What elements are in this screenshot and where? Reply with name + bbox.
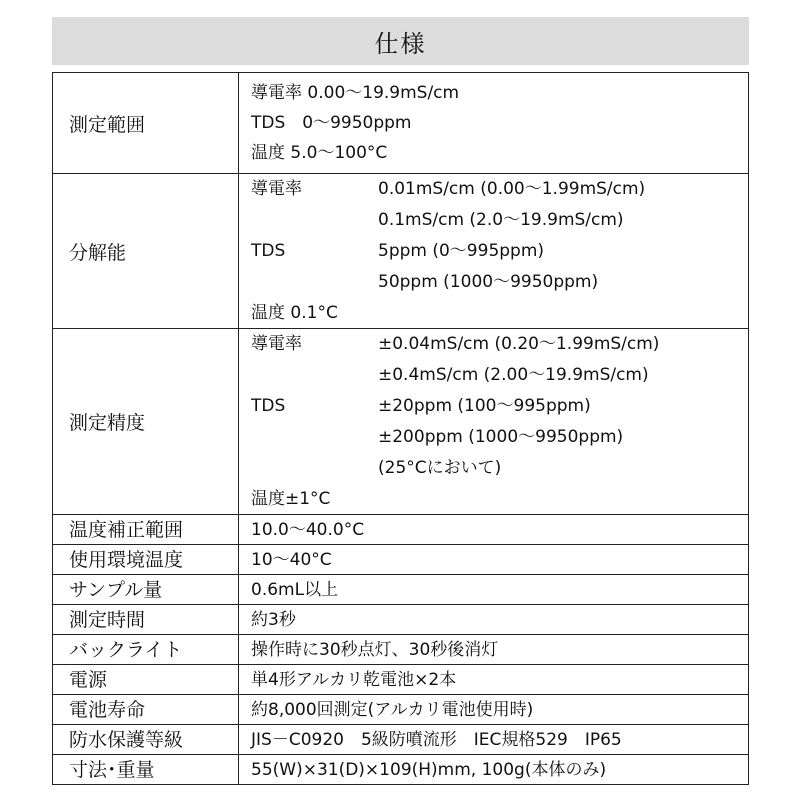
row-label: 測定時間: [53, 605, 239, 635]
row-value: JIS－C0920 5級防噴流形 IEC規格529 IP65: [239, 725, 749, 755]
accuracy-temperature: 温度±1°C: [251, 489, 331, 509]
row-value: 0.6mL以上: [239, 575, 749, 605]
row-power: [53, 665, 749, 695]
spacer: [251, 360, 378, 391]
row-label: 温度補正範囲: [53, 515, 239, 545]
page-title: 仕様: [52, 17, 749, 65]
row-value: [239, 73, 749, 174]
row-value: 約3秒: [239, 605, 749, 635]
row-sample-volume: [53, 575, 749, 605]
row-accuracy: [53, 329, 749, 515]
accuracy-tds-key: TDS: [251, 396, 286, 416]
row-value: 単4形アルカリ乾電池×2本: [239, 665, 749, 695]
row-label: 分解能: [53, 174, 239, 329]
row-value: 10.0～40.0°C: [239, 515, 749, 545]
accuracy-tds-note: (25°Cにおいて): [378, 458, 502, 478]
row-label: バックライト: [53, 635, 239, 665]
accuracy-cond-key: 導電率: [251, 334, 302, 354]
resolution-grid: [251, 174, 748, 298]
row-label: 電源: [53, 665, 239, 695]
row-temp-compensation: [53, 515, 749, 545]
row-value: 55(W)×31(D)×109(H)mm, 100g(本体のみ): [239, 755, 749, 785]
resolution-tds-key: TDS: [251, 241, 286, 261]
row-value: [239, 174, 749, 329]
row-label: 防水保護等級: [53, 725, 239, 755]
accuracy-cond-value: ±0.4mS/cm (2.00～19.9mS/cm): [378, 365, 649, 385]
range-conductivity: 導電率 0.00～19.9mS/cm: [251, 83, 460, 103]
resolution-cond-value: 0.01mS/cm (0.00～1.99mS/cm): [378, 179, 646, 199]
row-backlight: [53, 635, 749, 665]
spec-table: [52, 72, 749, 785]
range-temperature: 温度 5.0～100°C: [251, 143, 388, 163]
range-tds: TDS 0～9950ppm: [251, 113, 412, 133]
row-label: 寸法･重量: [53, 755, 239, 785]
accuracy-tds-value: ±20ppm (100～995ppm): [378, 396, 591, 416]
row-battery-life: [53, 695, 749, 725]
resolution-cond-value: 0.1mS/cm (2.0～19.9mS/cm): [378, 210, 624, 230]
row-label: 電池寿命: [53, 695, 239, 725]
accuracy-cond-value: ±0.04mS/cm (0.20～1.99mS/cm): [378, 334, 660, 354]
row-label: 測定範囲: [53, 73, 239, 174]
row-label: 使用環境温度: [53, 545, 239, 575]
row-label: 測定精度: [53, 329, 239, 515]
resolution-tds-value: 5ppm (0～995ppm): [378, 241, 545, 261]
resolution-cond-key: 導電率: [251, 179, 302, 199]
row-operating-temp: [53, 545, 749, 575]
row-resolution: [53, 174, 749, 329]
row-value: 10～40°C: [239, 545, 749, 575]
spacer: [251, 453, 378, 484]
row-label: サンプル量: [53, 575, 239, 605]
spacer: [251, 422, 378, 453]
spacer: [251, 205, 378, 236]
row-value: 約8,000回測定(アルカリ電池使用時): [239, 695, 749, 725]
row-waterproof: [53, 725, 749, 755]
row-value: [239, 329, 749, 515]
accuracy-grid: [251, 329, 748, 484]
row-value: 操作時に30秒点灯、30秒後消灯: [239, 635, 749, 665]
resolution-temperature: 温度 0.1°C: [251, 303, 338, 323]
row-measure-time: [53, 605, 749, 635]
accuracy-tds-value: ±200ppm (1000～9950ppm): [378, 427, 624, 447]
row-measurement-range: [53, 73, 749, 174]
row-size-weight: [53, 755, 749, 785]
resolution-tds-value: 50ppm (1000～9950ppm): [378, 272, 599, 292]
spacer: [251, 267, 378, 298]
